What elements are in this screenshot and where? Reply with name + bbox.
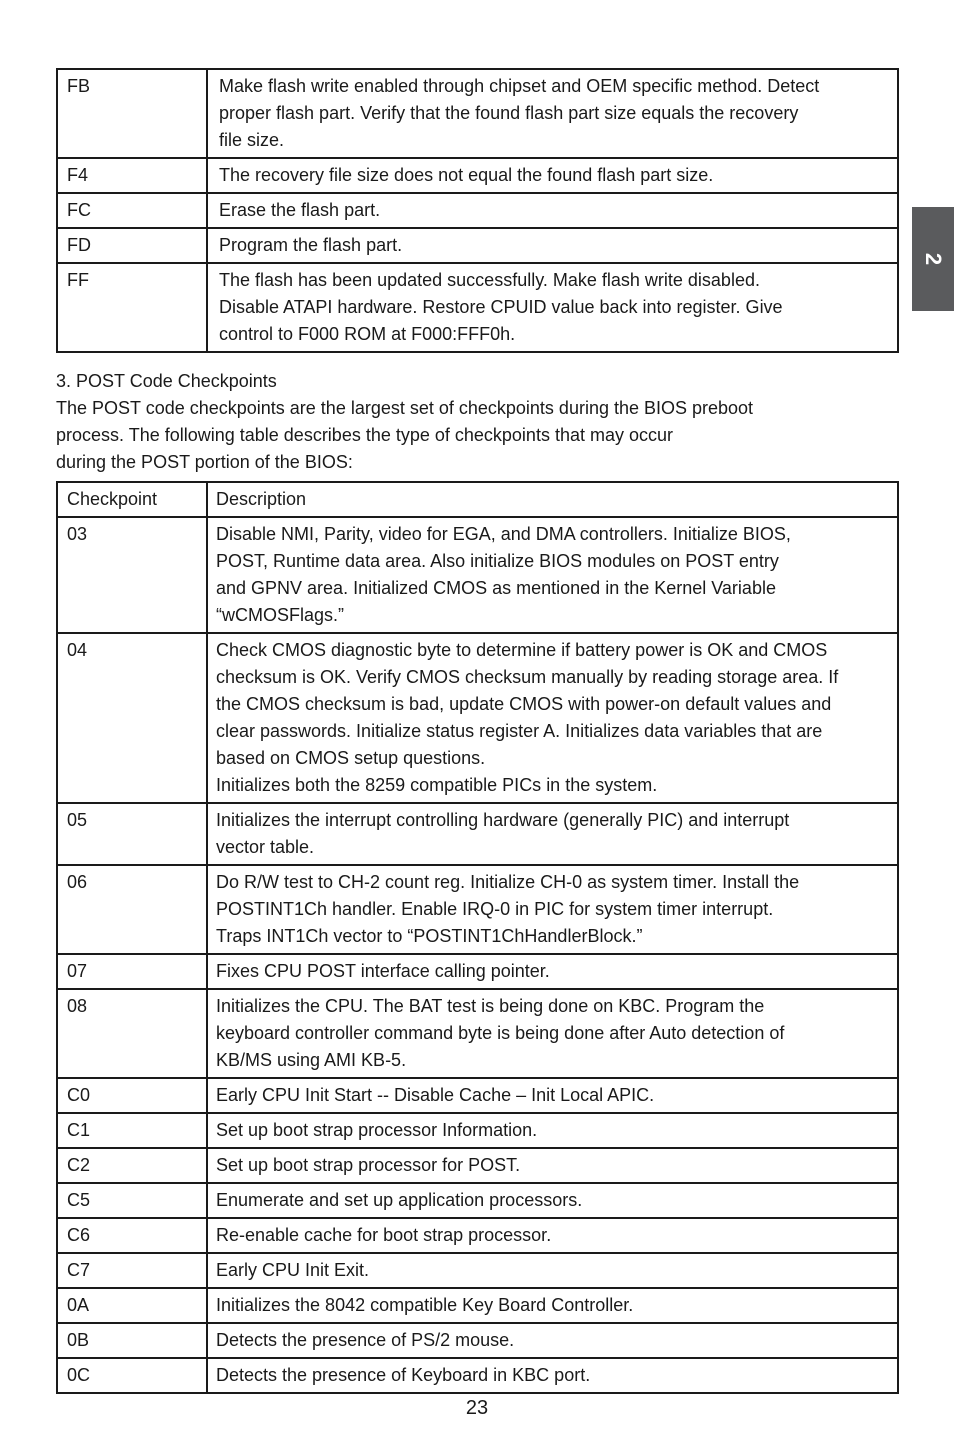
description-line: Do R/W test to CH-2 count reg. Initialize CH-0 as system timer. Install the: [216, 872, 800, 892]
checkpoint-description: [207, 263, 898, 352]
table-row: [57, 1218, 898, 1253]
table-header-row: [57, 482, 898, 517]
table-row: [57, 1253, 898, 1288]
table-row: [57, 263, 898, 352]
checkpoint-description: [207, 69, 898, 158]
checkpoint-description: [207, 803, 898, 865]
checkpoint-description: [207, 1218, 898, 1253]
description-line: Initializes the CPU. The BAT test is being done on KBC. Program the: [216, 996, 765, 1016]
table-row: [57, 517, 898, 633]
section-intro: [56, 368, 899, 476]
checkpoint-description: [207, 517, 898, 633]
description-line: based on CMOS setup questions.: [216, 748, 486, 768]
table-row: [57, 228, 898, 263]
checkpoint-description: [207, 1323, 898, 1358]
description-line: Detects the presence of PS/2 mouse.: [216, 1330, 515, 1350]
checkpoint-code: 0A: [57, 1288, 207, 1323]
checkpoint-code: FC: [57, 193, 207, 228]
intro-line: during the POST portion of the BIOS:: [56, 452, 353, 472]
checkpoint-code: 08: [57, 989, 207, 1078]
checkpoint-description: [207, 633, 898, 803]
table-row: [57, 954, 898, 989]
checkpoint-code: C5: [57, 1183, 207, 1218]
table-row: [57, 193, 898, 228]
description-line: POSTINT1Ch handler. Enable IRQ-0 in PIC for system timer interrupt.: [216, 899, 774, 919]
checkpoint-description: [207, 1183, 898, 1218]
checkpoint-code: C6: [57, 1218, 207, 1253]
description-line: file size.: [219, 130, 285, 150]
description-line: Early CPU Init Exit.: [216, 1260, 370, 1280]
checkpoint-description: [207, 865, 898, 954]
checkpoint-code: 0B: [57, 1323, 207, 1358]
checkpoint-code: 07: [57, 954, 207, 989]
table-row: [57, 1323, 898, 1358]
checkpoint-description: [207, 1288, 898, 1323]
table-row: [57, 1113, 898, 1148]
checkpoint-description: [207, 1253, 898, 1288]
description-line: checksum is OK. Verify CMOS checksum manually by reading storage area. If: [216, 667, 839, 687]
post-checkpoints-table-body: [57, 517, 898, 1393]
table-row: [57, 989, 898, 1078]
description-line: Traps INT1Ch vector to “POSTINT1ChHandlerBlock.”: [216, 926, 643, 946]
intro-line: process. The following table describes the type of checkpoints that may occur: [56, 425, 673, 445]
description-line: The flash has been updated successfully. Make flash write disabled.: [219, 270, 760, 290]
post-checkpoints-table: [56, 481, 899, 1394]
checkpoint-code: 04: [57, 633, 207, 803]
description-line: and GPNV area. Initialized CMOS as mentioned in the Kernel Variable: [216, 578, 776, 598]
intro-line: The POST code checkpoints are the largest set of checkpoints during the BIOS preboot: [56, 398, 754, 418]
checkpoint-description: [207, 228, 898, 263]
section-heading: 3. POST Code Checkpoints: [56, 371, 277, 391]
description-line: Re-enable cache for boot strap processor.: [216, 1225, 552, 1245]
checkpoint-description: [207, 1078, 898, 1113]
description-line: vector table.: [216, 837, 315, 857]
chapter-tab-number: 2: [921, 252, 946, 266]
table-row: [57, 1358, 898, 1393]
description-line: keyboard controller command byte is being done after Auto detection of: [216, 1023, 785, 1043]
description-line: Set up boot strap processor Information.: [216, 1120, 538, 1140]
table-row: [57, 1183, 898, 1218]
checkpoint-description: [207, 954, 898, 989]
description-line: POST, Runtime data area. Also initialize BIOS modules on POST entry: [216, 551, 779, 571]
header-checkpoint: Checkpoint: [57, 482, 207, 517]
description-line: Set up boot strap processor for POST.: [216, 1155, 521, 1175]
description-line: Disable NMI, Parity, video for EGA, and DMA controllers. Initialize BIOS,: [216, 524, 791, 544]
table-row: [57, 633, 898, 803]
checkpoint-code: C1: [57, 1113, 207, 1148]
checkpoint-code: C2: [57, 1148, 207, 1183]
checkpoint-code: FB: [57, 69, 207, 158]
checkpoint-code: 0C: [57, 1358, 207, 1393]
description-line: Initializes the interrupt controlling hardware (generally PIC) and interrupt: [216, 810, 790, 830]
checkpoint-code: 06: [57, 865, 207, 954]
table-row: [57, 1288, 898, 1323]
flash-recovery-table: [56, 68, 899, 353]
description-line: Make flash write enabled through chipset and OEM specific method. Detect: [219, 76, 820, 96]
checkpoint-code: 03: [57, 517, 207, 633]
description-line: Initializes both the 8259 compatible PICs in the system.: [216, 775, 658, 795]
checkpoint-code: C7: [57, 1253, 207, 1288]
checkpoint-code: 05: [57, 803, 207, 865]
description-line: Early CPU Init Start -- Disable Cache – Init Local APIC.: [216, 1085, 655, 1105]
checkpoint-description: [207, 193, 898, 228]
checkpoint-description: [207, 1358, 898, 1393]
table-row: [57, 803, 898, 865]
table-row: [57, 865, 898, 954]
description-line: control to F000 ROM at F000:FFF0h.: [219, 324, 516, 344]
description-line: the CMOS checksum is bad, update CMOS with power-on default values and: [216, 694, 832, 714]
description-line: Program the flash part.: [219, 235, 403, 255]
table-row: [57, 158, 898, 193]
description-line: clear passwords. Initialize status register A. Initializes data variables that are: [216, 721, 823, 741]
page-number: 23: [465, 1397, 489, 1419]
description-line: Initializes the 8042 compatible Key Board Controller.: [216, 1295, 634, 1315]
post-checkpoints-table-head: [57, 482, 898, 517]
description-line: KB/MS using AMI KB-5.: [216, 1050, 407, 1070]
table-row: [57, 69, 898, 158]
table-row: [57, 1148, 898, 1183]
checkpoint-description: [207, 989, 898, 1078]
description-line: The recovery file size does not equal the found flash part size.: [219, 165, 714, 185]
chapter-tab: [912, 207, 954, 311]
checkpoint-description: [207, 1113, 898, 1148]
checkpoint-code: FD: [57, 228, 207, 263]
description-line: Fixes CPU POST interface calling pointer.: [216, 961, 550, 981]
description-line: Erase the flash part.: [219, 200, 381, 220]
flash-recovery-table-body: [57, 69, 898, 352]
description-line: “wCMOSFlags.”: [216, 605, 345, 625]
checkpoint-description: [207, 1148, 898, 1183]
description-line: Disable ATAPI hardware. Restore CPUID value back into register. Give: [219, 297, 783, 317]
header-description: Description: [207, 482, 898, 517]
checkpoint-description: [207, 158, 898, 193]
table-row: [57, 1078, 898, 1113]
description-line: Detects the presence of Keyboard in KBC port.: [216, 1365, 591, 1385]
description-line: Enumerate and set up application processors.: [216, 1190, 583, 1210]
checkpoint-code: C0: [57, 1078, 207, 1113]
description-line: Check CMOS diagnostic byte to determine if battery power is OK and CMOS: [216, 640, 828, 660]
description-line: proper flash part. Verify that the found flash part size equals the recovery: [219, 103, 799, 123]
checkpoint-code: FF: [57, 263, 207, 352]
checkpoint-code: F4: [57, 158, 207, 193]
